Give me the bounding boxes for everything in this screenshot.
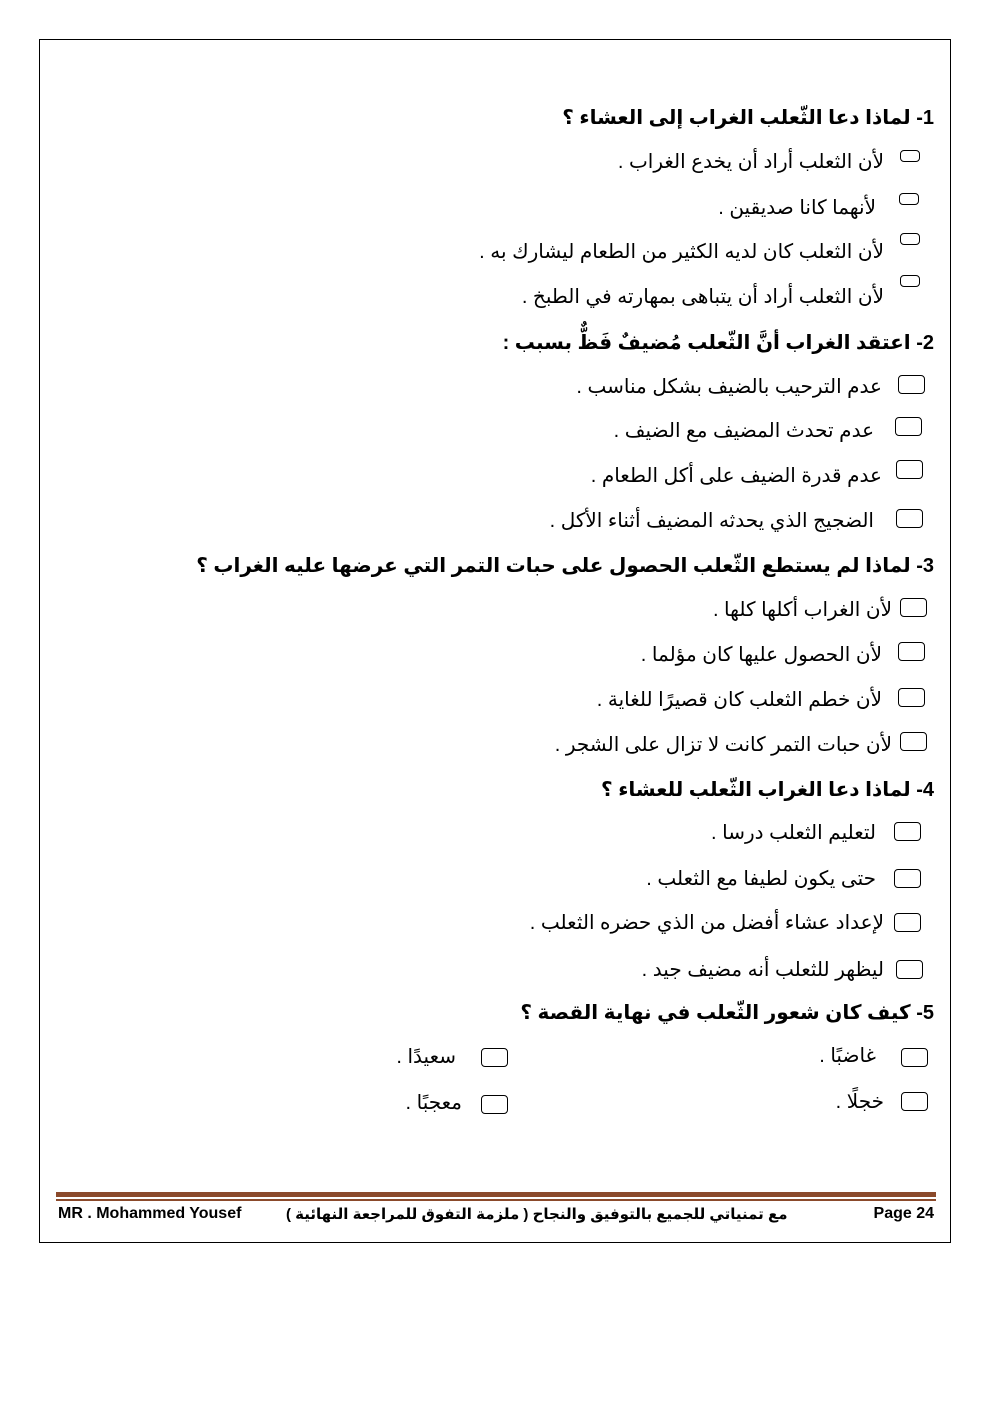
option-label: لتعليم الثعلب درسا .	[711, 822, 876, 844]
option-label: غاضبًا .	[819, 1045, 876, 1067]
option-checkbox[interactable]	[895, 417, 922, 436]
option-label: عدم الترحيب بالضيف بشكل مناسب .	[576, 376, 882, 398]
option-label: عدم قدرة الضيف على أكل الطعام .	[590, 465, 882, 487]
option-label: حتى يكون لطيفا مع الثعلب .	[646, 868, 876, 890]
option-checkbox[interactable]	[901, 1048, 928, 1067]
option-label: عدم تحدث المضيف مع الضيف .	[613, 420, 874, 442]
footer-divider-thin	[56, 1199, 936, 1201]
option-checkbox[interactable]	[900, 732, 927, 751]
option-checkbox[interactable]	[898, 642, 925, 661]
option-checkbox[interactable]	[894, 822, 921, 841]
footer-note: مع تمنياتي للجميع بالتوفيق والنجاح ( ملزمة التفوق للمراجعة النهائية )	[286, 1206, 788, 1223]
question-3: 3- لماذا لم يستطع الثّعلب الحصول على حبات التمر التي عرضها عليه الغراب ؟	[196, 555, 934, 577]
option-checkbox[interactable]	[481, 1048, 508, 1067]
option-label: لأن الحصول عليها كان مؤلما .	[640, 644, 882, 666]
question-5: 5- كيف كان شعور الثّعلب في نهاية القصة ؟	[520, 1002, 934, 1024]
question-2: 2- اعتقد الغراب أنَّ الثّعلب مُضيفٌ فَظٌّ بسبب :	[502, 332, 934, 354]
question-4: 4- لماذا دعا الغراب الثّعلب للعشاء ؟	[601, 779, 934, 801]
footer-author: MR . Mohammed Yousef	[58, 1205, 242, 1222]
footer-divider	[56, 1192, 936, 1197]
option-label: لأن الغراب أكلها كلها .	[712, 599, 892, 621]
option-label: لأن الثعلب أراد أن يخدع الغراب .	[617, 151, 884, 173]
option-label: لأن خطم الثعلب كان قصيرًا للغاية .	[596, 689, 882, 711]
option-checkbox[interactable]	[894, 869, 921, 888]
option-label: لأن الثعلب كان لديه الكثير من الطعام ليشارك به .	[479, 241, 884, 263]
footer-page-number: Page 24	[873, 1205, 934, 1222]
question-1: 1- لماذا دعا الثّعلب الغراب إلى العشاء ؟	[562, 107, 934, 129]
option-label: لأن حبات التمر كانت لا تزال على الشجر .	[554, 734, 892, 756]
option-label: ليظهر للثعلب أنه مضيف جيد .	[641, 959, 884, 981]
option-label: لإعداد عشاء أفضل من الذي حضره الثعلب .	[529, 912, 884, 934]
option-checkbox[interactable]	[900, 150, 920, 162]
option-label: لأنهما كانا صديقين .	[718, 197, 876, 219]
option-checkbox[interactable]	[900, 598, 927, 617]
option-checkbox[interactable]	[901, 1092, 928, 1111]
option-checkbox[interactable]	[896, 509, 923, 528]
option-label: خجلًا .	[835, 1091, 884, 1113]
option-checkbox[interactable]	[898, 688, 925, 707]
option-checkbox[interactable]	[898, 375, 925, 394]
option-checkbox[interactable]	[896, 460, 923, 479]
option-checkbox[interactable]	[900, 275, 920, 287]
option-label: لأن الثعلب أراد أن يتباهى بمهارته في الطبخ .	[521, 286, 884, 308]
option-label: سعيدًا .	[396, 1046, 456, 1068]
option-label: معجبًا .	[405, 1092, 462, 1114]
option-label: الضجيج الذي يحدثه المضيف أثناء الأكل .	[549, 510, 874, 532]
option-checkbox[interactable]	[481, 1095, 508, 1114]
option-checkbox[interactable]	[900, 233, 920, 245]
option-checkbox[interactable]	[896, 960, 923, 979]
option-checkbox[interactable]	[894, 913, 921, 932]
option-checkbox[interactable]	[899, 193, 919, 205]
